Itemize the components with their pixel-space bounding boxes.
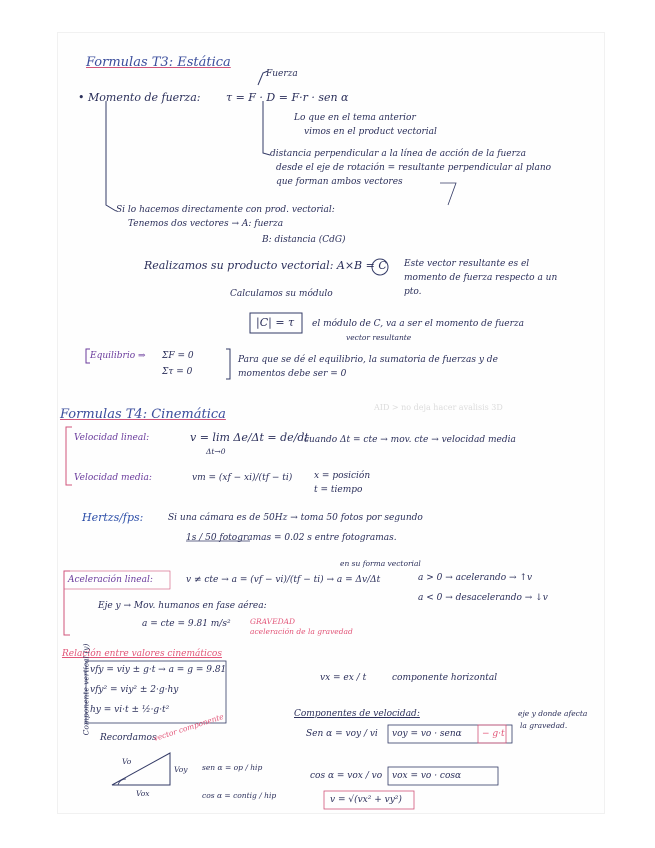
result-line2: momento de fuerza respecto a un	[404, 273, 558, 283]
x-definition: x = posición	[314, 471, 371, 481]
vox-formula: vox = vo · cosα	[392, 771, 462, 781]
triangle-voy: Voy	[174, 765, 188, 774]
eq-text1: Para que se dé el equilibrio, la sumatoria de fuerzas y de	[238, 355, 498, 365]
voy-formula: voy = vo · senα	[392, 729, 462, 739]
vel-label: Velocidad lineal:	[74, 433, 150, 443]
fuerza-label: Fuerza	[266, 69, 298, 79]
vx-formula: vx = ex / t	[320, 673, 367, 683]
distance-line1: distancia perpendicular a la línea de acción de la fuerza	[270, 149, 527, 159]
gt-term: − g·t	[482, 729, 505, 739]
result-line3: pto.	[404, 287, 422, 297]
t-definition: t = tiempo	[314, 485, 363, 495]
vel-note: cuando Δt = cte → mov. cte → velocidad media	[304, 435, 516, 445]
acc-negative: a < 0 → desacelerando → ↓v	[418, 593, 548, 603]
vector-line2: Tenemos dos vectores → A: fuerza	[128, 219, 284, 229]
eje-y: Eje y → Mov. humanos en fase aérea:	[98, 601, 267, 611]
sen-definition: sen α = op / hip	[202, 763, 263, 772]
acc-positive: a > 0 → acelerando → ↑v	[418, 573, 533, 583]
triangle-vo: Vo	[122, 757, 132, 766]
vel-formula: v = lim Δe/Δt = de/dt	[190, 431, 309, 444]
velocity-components: Componentes de velocidad:	[294, 709, 420, 719]
product-line: Realizamos su producto vectorial: A×B = C	[144, 259, 387, 272]
cos-formula: cos α = vox / vo	[310, 771, 383, 781]
gravity-note2: la gravedad.	[520, 721, 568, 730]
acc-formula: v ≠ cte → a = (vf − vi)/(tf − ti) → a = Δv/Δt	[186, 575, 381, 585]
hz-calc: 1s / 50 fotogramas = 0.02 s entre fotogramas.	[186, 533, 397, 543]
section1-title: Formulas T3: Estática	[86, 55, 231, 70]
recordamos-label: Recordamos	[100, 733, 157, 743]
vm-formula: vm = (xf − xi)/(tf − ti)	[192, 473, 293, 483]
acc-label: Aceleración lineal:	[68, 575, 153, 585]
vector-component-note: vector componente	[152, 711, 225, 744]
gravity-desc: aceleración de la gravedad	[250, 627, 353, 636]
a-cte: a = cte = 9.81 m/s²	[142, 619, 231, 629]
result-line1: Este vector resultante es el	[404, 259, 530, 269]
section2-title: Formulas T4: Cinemática	[60, 407, 226, 422]
ghost-text: AID > no deja hacer avalisis 3D	[374, 403, 503, 412]
relation-1: vfy = viy ± g·t → a = g = 9.81	[90, 665, 227, 675]
calc-module: Calculamos su módulo	[230, 289, 333, 299]
sen-formula: Sen α = voy / vi	[306, 729, 378, 739]
vx-desc: componente horizontal	[392, 673, 498, 683]
eq-moments: Στ = 0	[162, 367, 193, 377]
distance-line2: desde el eje de rotación = resultante perpendicular al plano	[276, 163, 552, 173]
vel-limit: Δt→0	[206, 447, 226, 456]
vector-form-note: en su forma vectorial	[340, 559, 421, 568]
notes-page	[58, 33, 604, 813]
hz-text: Si una cámara es de 50Hz → toma 50 fotos por segundo	[168, 513, 423, 523]
relation-title: Relación entre valores cinemáticos	[62, 649, 222, 659]
vector-line1: Si lo hacemos directamente con prod. vectorial:	[116, 205, 335, 215]
note-line2: vimos en el product vectorial	[304, 127, 437, 137]
momento-label: • Momento de fuerza:	[78, 91, 201, 104]
distance-line3: que forman ambos vectores	[276, 177, 403, 187]
triangle-vox: Vox	[136, 789, 150, 798]
eq-text2: momentos debe ser = 0	[238, 369, 347, 379]
vertical-component-label: Componente vertical (y)	[81, 643, 91, 736]
eq-forces: ΣF = 0	[162, 351, 194, 361]
velocity-module: v = √(vx² + vy²)	[330, 795, 402, 805]
vm-label: Velocidad media:	[74, 473, 152, 483]
relation-3: hy = vi·t ± ½·g·t²	[90, 705, 170, 715]
equilibrium-label: Equilibrio ⇒	[90, 351, 146, 361]
note-line1: Lo que en el tema anterior	[294, 113, 416, 123]
gravity-note1: eje y donde afecta	[518, 709, 588, 718]
hz-label: Hertzs/fps:	[82, 511, 144, 524]
momento-formula: τ = F · D = F·r · sen α	[226, 91, 349, 104]
module-formula: |C| = τ	[256, 316, 295, 329]
relation-2: vfy² = viy² ± 2·g·hy	[90, 685, 179, 695]
cos-definition: cos α = contig / hip	[202, 791, 277, 800]
vector-result: vector resultante	[346, 333, 412, 342]
gravity-label: GRAVEDAD	[250, 617, 296, 626]
module-desc: el módulo de C, va a ser el momento de fuerza	[312, 319, 524, 329]
vector-line3: B: distancia (CdG)	[262, 235, 346, 245]
